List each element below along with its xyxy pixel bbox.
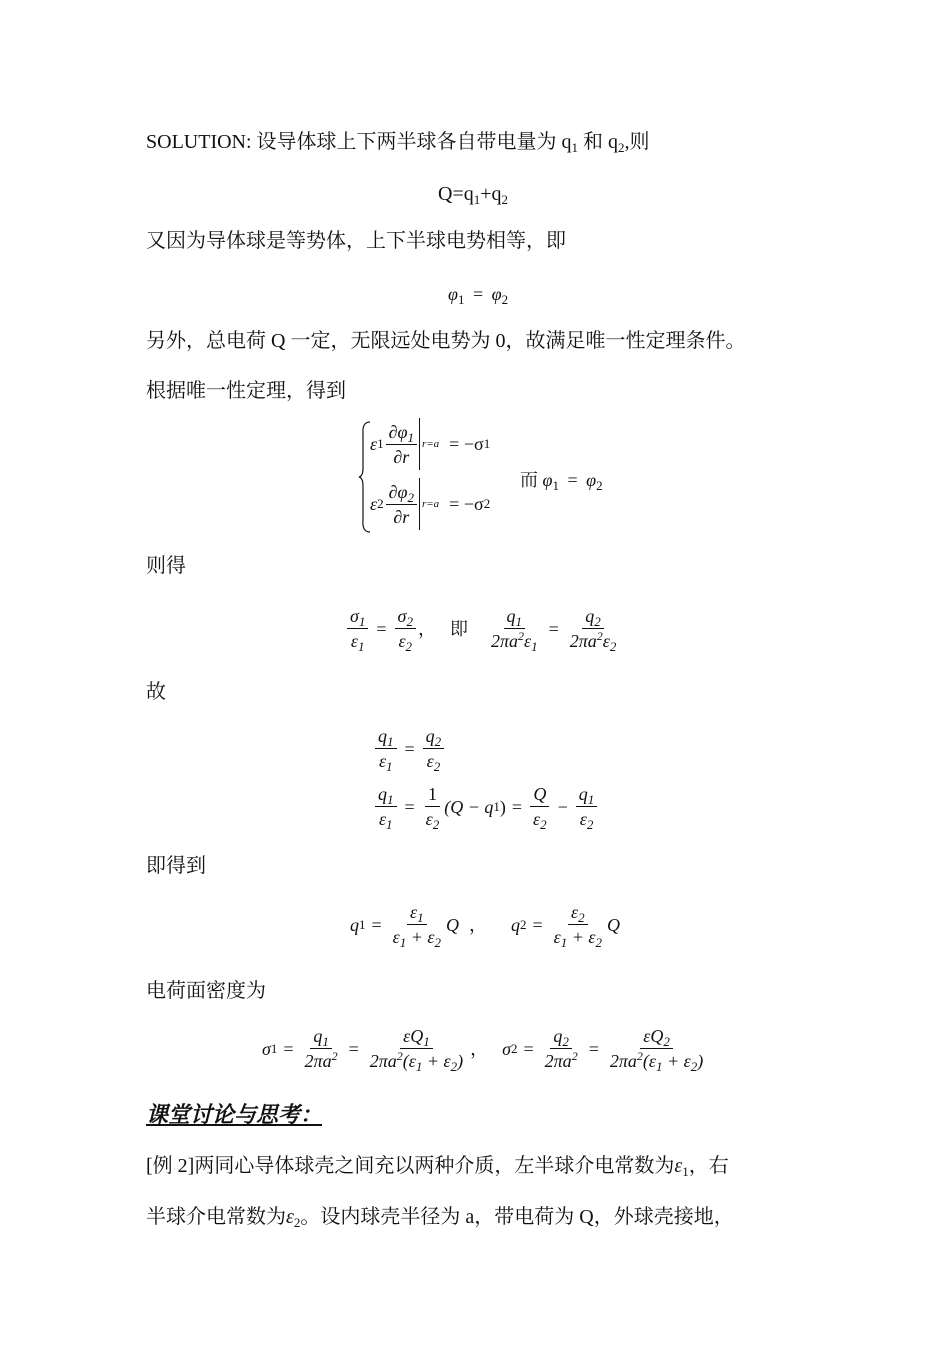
sub: 2	[450, 1059, 458, 1074]
frac-num	[582, 604, 604, 629]
den: 2πa	[369, 1051, 397, 1071]
partial-fraction-1	[386, 420, 417, 469]
paragraph-uniqueness-condition: 另外，总电荷 Q 一定，无限远处电势为 0，故满足唯一性定理条件。	[146, 330, 746, 352]
paragraph-equipotential: 又因为导体球是等势体，上下半球电势相等，即	[146, 230, 566, 252]
evaluation-bar	[419, 418, 420, 470]
sub: 2	[594, 614, 601, 629]
sq: 2	[596, 629, 603, 643]
sq: 2	[331, 1049, 338, 1063]
frac-num	[386, 420, 417, 445]
fraction-Q-eps2	[530, 782, 550, 831]
sub-1: 1	[571, 140, 579, 155]
eps: ε	[571, 902, 579, 922]
q: q	[378, 784, 387, 804]
sub: 1	[682, 1164, 689, 1179]
paragraph-surface-density: 电荷面密度为	[146, 980, 266, 1002]
q: q	[585, 606, 595, 626]
q: q	[506, 606, 516, 626]
open: (ε	[402, 1051, 416, 1071]
phi-sub: 2	[407, 489, 414, 505]
sub: 2	[406, 614, 413, 629]
and-text: 而	[520, 470, 538, 490]
sub: 1	[387, 734, 394, 749]
close-paren: )	[499, 796, 506, 817]
eq-q-sub1: 1	[473, 192, 481, 207]
q: q	[553, 1026, 563, 1046]
example-text: 半球介电常数为	[146, 1206, 286, 1228]
section-heading-discussion: 课堂讨论与思考：	[146, 1102, 323, 1128]
plus: +	[410, 927, 423, 947]
equals-sign: =	[404, 738, 415, 759]
eps: ε	[398, 631, 406, 651]
partial-r: ∂r	[393, 446, 410, 467]
fraction-1-eps2	[423, 782, 443, 831]
open: (ε	[642, 1051, 656, 1071]
Q: Q	[607, 914, 620, 935]
plus: +	[571, 927, 584, 947]
frac-num	[310, 1024, 332, 1049]
q: q	[578, 784, 588, 804]
sub: 1	[423, 1034, 430, 1049]
sub: 1	[386, 817, 393, 832]
frac-num	[395, 604, 416, 629]
phi-2: φ	[586, 470, 597, 490]
eps: ε	[602, 631, 610, 651]
sub: 1	[399, 935, 407, 950]
frac-den	[376, 807, 396, 831]
frac-num	[640, 1024, 673, 1049]
sub: 1	[386, 759, 393, 774]
frac-den	[376, 749, 396, 773]
sub: 2	[609, 639, 617, 654]
equals-sign: =	[532, 914, 543, 935]
eps: ε	[286, 1206, 294, 1228]
frac-num	[576, 782, 598, 807]
sub: 1	[655, 1059, 663, 1074]
frac-den	[348, 629, 368, 653]
equals-sign: =	[588, 1038, 599, 1059]
paragraph-then: 则得	[146, 555, 186, 577]
fraction-sigma1-eps1	[347, 604, 368, 653]
sub: 1	[531, 639, 538, 654]
den: 2πa	[304, 1051, 332, 1071]
frac-den	[424, 749, 444, 773]
sq: 2	[396, 1049, 403, 1063]
q: q	[378, 726, 387, 746]
sub-2: 2	[618, 140, 625, 155]
equals-sign: =	[404, 796, 415, 817]
fraction-q1-eps1	[375, 782, 397, 831]
frac-den	[390, 925, 444, 949]
frac-den	[302, 1049, 341, 1073]
equals-sign: =	[371, 914, 382, 935]
example-text: 。设内球壳半径为 a，带电荷为 Q，外球壳接地，	[300, 1206, 734, 1228]
frac-den	[530, 807, 550, 831]
rhs-sigma: = −σ	[449, 434, 484, 454]
fraction-q1-eps1	[375, 724, 397, 773]
close: )	[697, 1051, 704, 1071]
frac-num	[568, 900, 588, 925]
frac-num	[375, 782, 397, 807]
solution-label: SOLUTION:	[146, 131, 252, 153]
frac-den	[542, 1049, 581, 1073]
equals-sign: =	[472, 284, 484, 304]
q: q	[511, 914, 520, 935]
equation-q-ratio	[373, 724, 446, 773]
sq: 2	[636, 1049, 643, 1063]
sub: 2	[586, 817, 594, 832]
den: 2πa	[609, 1051, 637, 1071]
eps-q: εQ	[643, 1026, 664, 1046]
equals-sign: =	[548, 618, 559, 639]
sub: 2	[562, 1034, 569, 1049]
fraction-q2-area	[542, 1024, 581, 1073]
sub: 1	[387, 792, 394, 807]
frac-den	[367, 1049, 466, 1073]
frac-num: Q	[530, 782, 549, 807]
frac-num	[550, 1024, 572, 1049]
sub: 2	[433, 759, 441, 774]
eps: ε	[579, 809, 587, 829]
eps: ε	[392, 927, 400, 947]
q: q	[350, 914, 359, 935]
solution-text-b: 和 q	[583, 131, 619, 153]
frac-den	[423, 807, 443, 831]
eps: ε	[427, 927, 435, 947]
sub: 2	[690, 1059, 698, 1074]
solution-text-a: 设导体球上下两半球各自带电量为 q	[256, 131, 572, 153]
eps: ε	[553, 927, 561, 947]
fraction-eps1-sum	[390, 900, 444, 949]
plus: + ε	[426, 1051, 451, 1071]
paragraph-therefore: 故	[146, 681, 166, 703]
comma: ，	[470, 1038, 489, 1059]
solution-text-c: ,则	[624, 131, 650, 153]
minus-sign: −	[557, 796, 568, 817]
frac-num: 1	[425, 782, 440, 807]
equation-q-result: q 1 = $\frac{\varepsilon_1}{\varepsilon_1 + \varepsilon_2}$ Q ， q 2 = $\frac{\varepsilon_2}{\varepsilon_1 + \varepsilon_2}$ Q	[350, 902, 620, 950]
phi-2-sub: 2	[501, 292, 509, 307]
frac-den	[607, 1049, 706, 1073]
close: )	[457, 1051, 464, 1071]
sub: 1	[560, 935, 568, 950]
sub: 1	[515, 614, 522, 629]
frac-num	[347, 604, 368, 629]
phi-1: φ	[542, 470, 553, 490]
sigma: σ	[502, 1038, 511, 1059]
sub: 2	[540, 817, 547, 832]
sub: 1	[358, 614, 366, 629]
equals-sign: =	[348, 1038, 359, 1059]
sub: 2	[663, 1034, 670, 1049]
equals-sign: =	[511, 796, 523, 817]
paragraph-we-get: 即得到	[146, 855, 206, 877]
system-row-1: ε 1 $\frac{\partial\varphi_1}{\partial r}$ r=a = −σ 1	[370, 418, 490, 470]
sub: 1	[357, 639, 365, 654]
rhs-sigma: = −σ	[449, 494, 484, 514]
and-phi-equal	[520, 466, 603, 494]
paragraph-uniqueness: 根据唯一性定理，得到	[146, 380, 346, 402]
eval-condition: r=a	[421, 498, 440, 510]
equals-sign: =	[376, 618, 387, 639]
frac-num	[375, 724, 397, 749]
system-row-2: ε 2 $\frac{\partial\varphi_2}{\partial r}$ r=a = −σ 2	[370, 478, 490, 530]
q: q	[313, 1026, 323, 1046]
sigma: σ	[397, 606, 407, 626]
frac-den	[577, 807, 597, 831]
comma: ，	[469, 914, 487, 935]
equals-sign: =	[523, 1038, 534, 1059]
sub: 1	[587, 792, 595, 807]
sub: 2	[432, 817, 440, 832]
sub: 2	[405, 639, 413, 654]
ji-text: 即	[449, 618, 468, 639]
fraction-q1-eps2	[576, 782, 598, 831]
equation-sigma-ratio	[345, 604, 621, 653]
sub: 2	[434, 734, 442, 749]
eps: ε	[410, 902, 418, 922]
phi-1: φ	[448, 284, 458, 304]
phi-sub: 1	[407, 429, 414, 445]
eps: ε	[378, 751, 387, 771]
plus: + ε	[666, 1051, 691, 1071]
frac-den	[395, 629, 415, 653]
fraction-sigma2-expanded	[607, 1024, 706, 1073]
equation-total-charge	[438, 180, 508, 208]
frac-num	[386, 480, 417, 505]
frac-den	[488, 629, 541, 653]
partial-phi: ∂φ	[388, 481, 408, 502]
sub: 1	[415, 1059, 423, 1074]
eps: ε	[674, 1155, 683, 1177]
eps-q: εQ	[403, 1026, 424, 1046]
eps: ε	[378, 809, 387, 829]
sigma: σ	[350, 606, 359, 626]
eps: ε	[425, 809, 433, 829]
fraction-eps2-sum	[551, 900, 605, 949]
fraction-q2-eps2	[423, 724, 445, 773]
eps: ε	[350, 631, 358, 651]
q: q	[425, 726, 435, 746]
equation-q-expansion: $\frac{q_1}{\varepsilon_1}$ = $\frac{1}{\varepsilon_2}$ (Q − q 1 ) = $\frac{Q}{\varepsilon_2}$ − $\frac{q_1}{\varepsilon_2}$	[373, 782, 599, 831]
fraction-sigma2-eps2	[395, 604, 416, 653]
solution-line	[146, 128, 650, 156]
frac-num	[504, 604, 526, 629]
phi-1-sub: 1	[457, 292, 465, 307]
eps: ε	[533, 809, 541, 829]
fraction-q2	[567, 604, 620, 653]
partial-r: ∂r	[393, 506, 410, 527]
eps: ε	[523, 631, 532, 651]
evaluation-bar	[419, 478, 420, 530]
den: 2πa	[544, 1051, 572, 1071]
partial-phi: ∂φ	[388, 421, 408, 442]
paren-q-minus-q1: (Q − q	[444, 796, 494, 817]
equation-phi-equal	[448, 280, 508, 308]
frac-num	[423, 724, 445, 749]
eq-q-plus: +q	[480, 183, 502, 205]
fraction-q1-area	[302, 1024, 341, 1073]
den: 2πa	[490, 631, 518, 651]
phi-1-sub: 1	[552, 478, 559, 493]
sq: 2	[517, 629, 524, 643]
eps: ε	[588, 927, 596, 947]
eps: ε	[426, 751, 434, 771]
phi-2: φ	[491, 284, 502, 304]
sub: 2	[293, 1215, 301, 1230]
eval-condition: r=a	[421, 438, 440, 450]
equals-sign: =	[567, 470, 578, 490]
sub: 2	[578, 910, 585, 925]
sub: 2	[595, 935, 602, 950]
sigma: σ	[262, 1038, 271, 1059]
frac-num	[400, 1024, 433, 1049]
comma: ，	[417, 618, 436, 639]
sub: 1	[322, 1034, 329, 1049]
Q: Q	[446, 914, 459, 935]
den: 2πa	[569, 631, 597, 651]
sub: 2	[434, 935, 441, 950]
frac-den	[567, 629, 620, 653]
eq-q-lhs: Q=q	[438, 183, 474, 205]
phi-2-sub: 2	[596, 478, 603, 493]
frac-den	[551, 925, 605, 949]
epsilon-2: ε	[370, 494, 378, 514]
partial-fraction-2	[386, 480, 417, 529]
example-text: [例 2]两同心导体球壳之间充以两种介质，左半球介电常数为	[146, 1155, 675, 1177]
example-line-1	[146, 1152, 729, 1180]
equals-sign: =	[283, 1038, 294, 1059]
frac-num	[407, 900, 427, 925]
sub: 1	[417, 910, 424, 925]
epsilon-1: ε	[370, 434, 378, 454]
example-text: ，右	[688, 1155, 729, 1177]
sq: 2	[571, 1049, 578, 1063]
equation-surface-density: σ 1 = $\frac{q_1}{2\pi a^2}$ = $\frac{\varepsilon Q_1}{2\pi a^2(\varepsilon_1 + \varepsilon_2)}$ ， σ 2 = $\frac{q_2}{2\pi a^2}$ = $\frac{\varepsilon Q_2}{2\pi a^2(\varepsilon_1 + \varepsilon_2)}$	[262, 1024, 708, 1073]
fraction-sigma1-expanded	[367, 1024, 466, 1073]
eq-q-sub2: 2	[501, 192, 509, 207]
example-line-2	[146, 1203, 734, 1231]
fraction-q1	[488, 604, 541, 653]
